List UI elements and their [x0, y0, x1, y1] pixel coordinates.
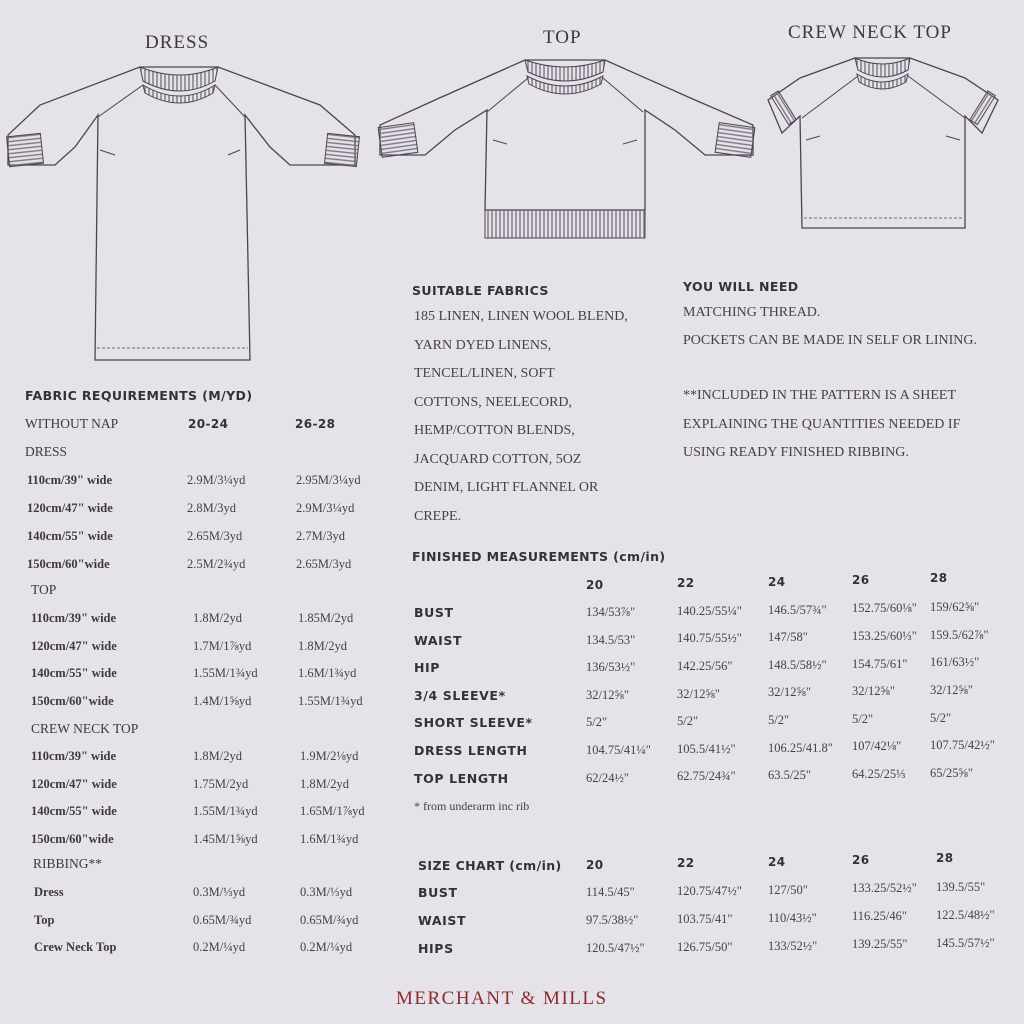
size-chart-value: 114.5/45": [586, 885, 635, 899]
size-chart-value: 103.75/41": [677, 911, 733, 926]
size-chart-value: 145.5/57½": [936, 936, 995, 951]
brand-logo: MERCHANT & MILLS: [396, 988, 608, 1009]
size-chart-label: WAIST: [418, 913, 467, 928]
note-line: EXPLAINING THE QUANTITIES NEEDED IF: [683, 416, 961, 432]
finished-measurements-title: FINISHED MEASUREMENTS (cm/in): [412, 549, 666, 564]
fabric-value-20-24: 0.2M/¼yd: [193, 940, 246, 954]
fabric-line: YARN DYED LINENS,: [414, 337, 552, 353]
fabric-value-26-28: 1.9M/2⅛yd: [300, 749, 359, 763]
size-chart-value: 139.25/55": [852, 937, 908, 952]
measurement-value: 63.5/25": [768, 768, 811, 783]
fabric-value-20-24: 2.9M/3¼yd: [187, 473, 246, 487]
fabric-value-20-24: 1.4M/1⅝yd: [193, 693, 252, 708]
measurement-label: TOP LENGTH: [414, 770, 509, 786]
size-chart-label: BUST: [418, 885, 458, 900]
size-chart-value: 110/43½": [768, 910, 817, 925]
fabric-row-label: Crew Neck Top: [34, 940, 117, 954]
size-col-26-28: 26-28: [295, 417, 336, 431]
fabric-value-26-28: 1.8M/2yd: [298, 638, 347, 653]
size-header: 26: [852, 573, 870, 587]
fabric-value-26-28: 0.2M/¼yd: [300, 940, 353, 954]
fabric-row-label: 110cm/39" wide: [31, 749, 117, 763]
fabric-line: CREPE.: [414, 508, 462, 524]
crew-fabric-heading: CREW NECK TOP: [31, 721, 139, 736]
measurement-value: 5/2": [586, 715, 608, 730]
fabric-row-label: 120cm/47" wide: [27, 501, 113, 515]
fabric-row-label: 140cm/55" wide: [27, 529, 113, 543]
measurement-label: BUST: [414, 605, 454, 620]
fabric-value-26-28: 0.3M/⅓yd: [300, 885, 353, 899]
measurement-value: 104.75/41¼": [586, 743, 651, 757]
fabric-value-26-28: 0.65M/¾yd: [300, 912, 359, 927]
note-line: **INCLUDED IN THE PATTERN IS A SHEET: [683, 388, 957, 403]
measurement-value: 140.25/55¼": [677, 603, 742, 618]
measurement-value: 153.25/60⅓": [852, 629, 917, 643]
fabric-value-26-28: 2.65M/3yd: [296, 557, 352, 571]
size-chart-value: 133.25/52½": [852, 881, 917, 896]
measurement-value: 134.5/53": [586, 632, 636, 647]
measurement-value: 32/12⅝": [677, 686, 720, 701]
dress-fabric-heading: DRESS: [25, 444, 68, 459]
fabric-value-20-24: 1.75M/2yd: [193, 776, 249, 791]
measurement-value: 140.75/55½": [677, 631, 742, 646]
measurement-value: 5/2": [677, 714, 699, 729]
measurement-value: 147/58": [768, 630, 808, 645]
measurement-value: 5/2": [930, 710, 952, 725]
finished-footnote: * from underarm inc rib: [414, 799, 530, 813]
measurement-value: 32/12⅝": [768, 685, 811, 700]
measurement-value: 62.75/24¾": [677, 769, 736, 784]
size-header: 28: [936, 851, 954, 865]
fabric-value-20-24: 2.65M/3yd: [187, 529, 243, 543]
measurement-label: HIP: [414, 660, 441, 676]
size-header: 20: [586, 858, 604, 872]
measurement-value: 105.5/41½": [677, 741, 736, 756]
measurement-label: WAIST: [414, 632, 463, 648]
need-line: MATCHING THREAD.: [683, 305, 821, 320]
fabric-row-label: 150cm/60"wide: [27, 557, 110, 571]
fabric-row-label: 110cm/39" wide: [27, 473, 113, 487]
fabric-row-label: 140cm/55" wide: [31, 666, 117, 680]
fabric-row-label: 150cm/60"wide: [31, 693, 114, 708]
measurement-value: 65/25⅝": [930, 765, 973, 780]
fabric-value-26-28: 1.85M/2yd: [298, 611, 354, 625]
measurement-value: 142.25/56": [677, 659, 733, 673]
fabric-value-20-24: 2.8M/3yd: [187, 501, 236, 515]
fabric-value-20-24: 1.8M/2yd: [193, 611, 242, 625]
measurement-value: 64.25/25⅓: [852, 767, 906, 781]
fabric-value-26-28: 1.65M/1⅞yd: [300, 804, 365, 818]
measurement-value: 5/2": [768, 713, 790, 727]
fabric-line: COTTONS, NEELECORD,: [414, 394, 573, 410]
crew-neck-top-title: CREW NECK TOP: [788, 22, 952, 43]
fabric-value-26-28: 1.6M/1¾yd: [300, 831, 359, 846]
fabric-value-20-24: 1.55M/1¾yd: [193, 666, 258, 680]
size-chart-value: 116.25/46": [852, 909, 907, 924]
measurement-value: 159/62⅝": [930, 600, 980, 615]
fabric-value-20-24: 0.65M/¾yd: [193, 912, 252, 927]
fabric-value-20-24: 2.5M/2¾yd: [187, 557, 246, 571]
fabric-row-label: Top: [34, 912, 55, 927]
fabric-value-26-28: 2.95M/3¼yd: [296, 473, 361, 487]
fabric-value-26-28: 2.7M/3yd: [296, 529, 345, 543]
size-chart-title: SIZE CHART (cm/in): [418, 858, 562, 873]
size-chart-value: 120.5/47½": [586, 941, 645, 955]
top-title: TOP: [543, 27, 582, 48]
measurement-label: DRESS LENGTH: [414, 743, 528, 758]
fabric-requirements-title: FABRIC REQUIREMENTS (M/YD): [25, 388, 253, 403]
fabric-value-20-24: 1.7M/1⅞yd: [193, 638, 252, 653]
measurement-value: 32/12⅝": [586, 687, 629, 702]
fabric-row-label: 140cm/55" wide: [31, 804, 117, 818]
size-chart-label: HIPS: [418, 941, 454, 956]
measurement-value: 136/53½": [586, 660, 636, 675]
without-nap-label: WITHOUT NAP: [25, 416, 119, 431]
measurement-value: 152.75/60⅛": [852, 601, 917, 616]
measurement-value: 62/24½": [586, 770, 629, 785]
fabric-line: DENIM, LIGHT FLANNEL OR: [414, 480, 599, 495]
top-illustration: [375, 50, 760, 245]
measurement-label: SHORT SLEEVE*: [414, 715, 533, 731]
measurement-value: 32/12⅝": [852, 684, 895, 699]
ribbing-heading: RIBBING**: [33, 856, 103, 871]
fabric-line: HEMP/COTTON BLENDS,: [414, 423, 575, 438]
size-chart-value: 122.5/48½": [936, 908, 995, 923]
size-header: 24: [768, 855, 786, 869]
fabric-line: TENCEL/LINEN, SOFT: [414, 366, 555, 381]
fabric-value-26-28: 1.8M/2yd: [300, 776, 349, 791]
size-chart-value: 133/52½": [768, 938, 818, 953]
dress-illustration: [0, 55, 370, 370]
size-chart-value: 120.75/47½": [677, 883, 742, 898]
crew-neck-top-illustration: [760, 48, 1005, 243]
measurement-value: 148.5/58½": [768, 657, 827, 672]
size-header: 20: [586, 578, 604, 592]
measurement-value: 107/42⅛": [852, 739, 902, 754]
size-header: 24: [768, 575, 786, 589]
measurement-value: 154.75/61": [852, 656, 908, 671]
size-chart-value: 126.75/50": [677, 939, 733, 954]
measurement-value: 146.5/57¾": [768, 602, 827, 617]
fabric-row-label: 120cm/47" wide: [31, 776, 117, 791]
fabric-row-label: Dress: [34, 885, 64, 899]
fabric-line: 185 LINEN, LINEN WOOL BLEND,: [414, 309, 628, 324]
note-line: USING READY FINISHED RIBBING.: [683, 445, 909, 460]
fabric-row-label: 150cm/60"wide: [31, 831, 114, 846]
size-col-20-24: 20-24: [188, 417, 229, 431]
fabric-value-20-24: 1.45M/1⅝yd: [193, 831, 258, 846]
dress-title: DRESS: [145, 32, 210, 53]
measurement-value: 159.5/62⅞": [930, 627, 989, 642]
fabric-value-26-28: 1.55M/1¾yd: [298, 693, 363, 708]
suitable-fabrics-title: SUITABLE FABRICS: [412, 283, 549, 298]
size-chart-value: 139.5/55": [936, 880, 986, 895]
need-line: POCKETS CAN BE MADE IN SELF OR LINING.: [683, 333, 978, 348]
fabric-value-20-24: 1.8M/2yd: [193, 749, 242, 763]
size-chart-value: 97.5/38½": [586, 913, 639, 927]
you-will-need-title: YOU WILL NEED: [683, 279, 799, 294]
size-header: 22: [677, 576, 695, 590]
top-fabric-heading: TOP: [31, 582, 57, 597]
measurement-value: 32/12⅝": [930, 683, 973, 697]
measurement-value: 106.25/41.8": [768, 740, 833, 755]
measurement-value: 161/63½": [930, 655, 980, 670]
measurement-value: 107.75/42½": [930, 738, 995, 753]
fabric-value-20-24: 1.55M/1¾yd: [193, 804, 258, 818]
size-header: 22: [677, 856, 695, 870]
fabric-line: JACQUARD COTTON, 5OZ: [414, 451, 582, 467]
measurement-label: 3/4 SLEEVE*: [414, 687, 506, 703]
fabric-row-label: 120cm/47" wide: [31, 638, 117, 653]
fabric-value-26-28: 1.6M/1¾yd: [298, 666, 357, 680]
fabric-value-20-24: 0.3M/⅓yd: [193, 885, 246, 899]
fabric-row-label: 110cm/39" wide: [31, 611, 117, 625]
measurement-value: 5/2": [852, 711, 874, 726]
size-header: 26: [852, 853, 870, 867]
size-chart-value: 127/50": [768, 882, 808, 897]
measurement-value: 134/53⅞": [586, 605, 636, 619]
size-header: 28: [930, 571, 948, 585]
fabric-value-26-28: 2.9M/3¼yd: [296, 501, 355, 515]
